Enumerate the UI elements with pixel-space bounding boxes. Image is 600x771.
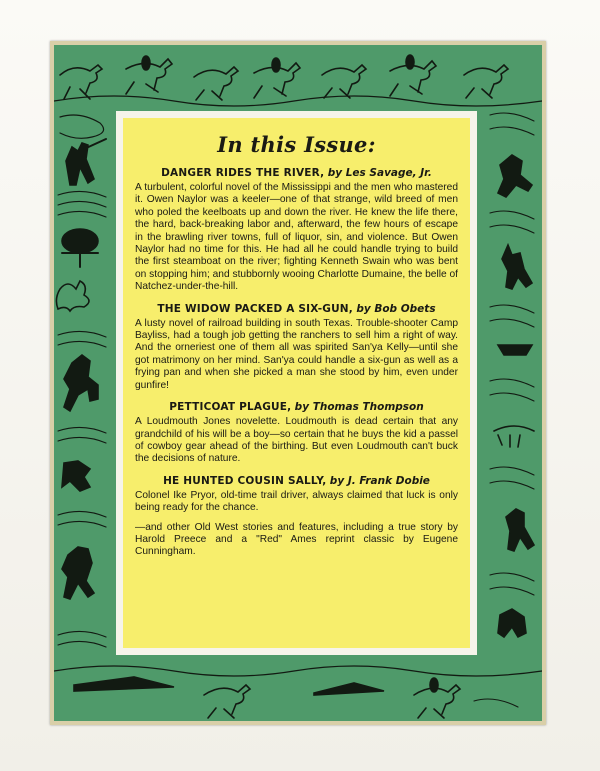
story-item <box>135 303 458 392</box>
story-title: DANGER RIDES THE RIVER, <box>161 167 325 179</box>
story-item <box>135 167 458 294</box>
story-title: PETTICOAT PLAGUE, <box>169 401 292 414</box>
story-author: by Les Savage, Jr. <box>327 167 432 179</box>
story-title: HE HUNTED COUSIN SALLY, <box>163 474 327 487</box>
story-description: A lusty novel of railroad building in south Texas. Trouble-shooter Camp Bayliss, had a tough job getting the ranchers to sell him a right of way. And the orneriest one of them all was spirited San'ya Kelly—until she got matrimony on her mind. San'ya could handle a six-gun as well as a frying pan and when she picked a man she stood by him, even under gunfire! <box>135 317 458 391</box>
green-western-border <box>54 45 542 721</box>
story-description: A turbulent, colorful novel of the Mississippi and the men who mastered it. Owen Naylor was a keeler—one of that strange, wild breed of men who poled the keelboats up and down the river. He knew the life there, the hard, back-breaking labor and, afterward, the few hours of escape in the brawling river towns, full of liquor, sin, and violence. But Owen Naylor had no time for this. He had all he could handle trying to build the first steamboat on the river; fighting Kenneth Swain who was bent on stopping him; and stubbornly wooing Charlotte Dumaine, the belle of Natchez-under-the-hill. <box>135 182 458 293</box>
galloping-horses-top <box>60 55 508 100</box>
issue-heading: In this Issue: <box>217 132 376 157</box>
story-title-line <box>135 401 458 413</box>
contents-panel <box>123 118 470 648</box>
content-frame <box>116 111 477 655</box>
story-title: THE WIDOW PACKED A SIX-GUN, <box>157 302 353 315</box>
story-title-line <box>135 167 458 179</box>
story-author: by Bob Obets <box>356 302 436 315</box>
story-description: Colonel Ike Pryor, old-time trail driver, always claimed that luck is only being ready for the chance. <box>135 489 458 514</box>
story-author: by J. Frank Dobie <box>329 474 430 487</box>
story-title-line <box>135 475 458 487</box>
story-title-line <box>135 303 458 315</box>
story-item <box>135 475 458 515</box>
right-side-vignettes <box>490 113 534 637</box>
story-author: by Thomas Thompson <box>294 401 424 414</box>
left-side-vignettes <box>56 115 106 647</box>
other-features-note: —and other Old West stories and features, including a true story by Harold Preece and a "Red" Ames reprint classic by Eugene Cunningham. <box>135 521 458 558</box>
top-terrain-line <box>54 96 542 106</box>
magazine-back-cover <box>50 41 546 725</box>
story-item <box>135 401 458 466</box>
bottom-rider-scene <box>54 666 542 718</box>
story-description: A Loudmouth Jones novelette. Loudmouth is dead certain that any grandchild of his will be a boy—so certain that he buys the kid a passel of cowboy gear ahead of the birthing. But even Loudmouth can't buck the decisions of nature. <box>135 416 458 465</box>
